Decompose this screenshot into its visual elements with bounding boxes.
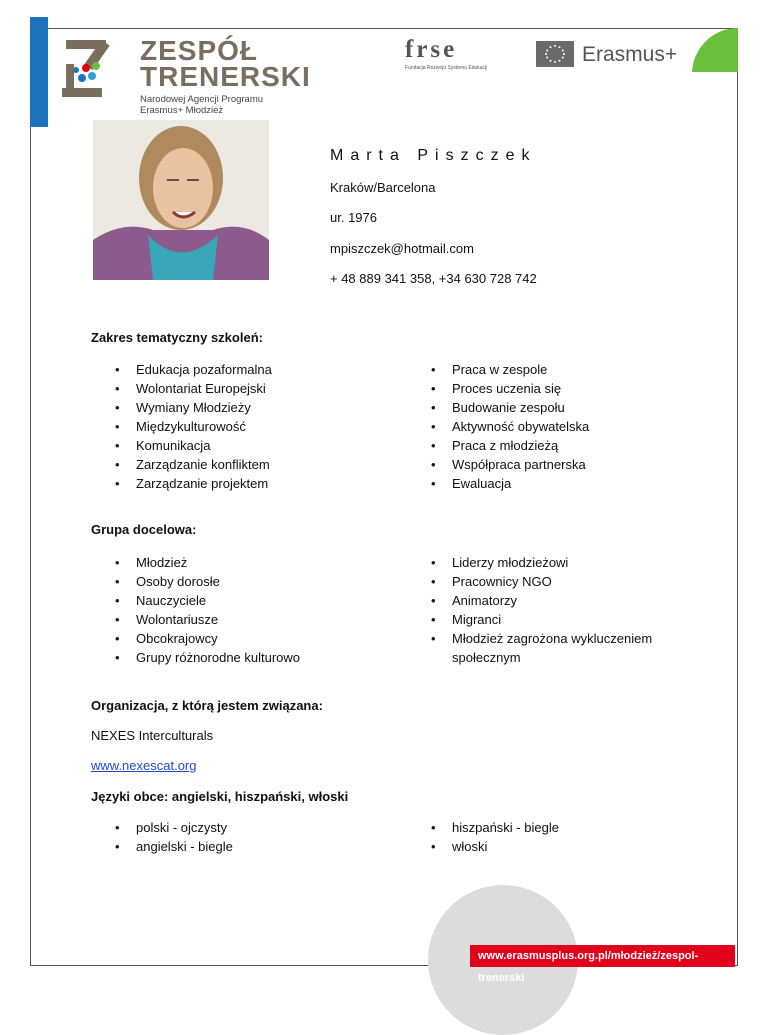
- list-item: • Wymiany Młodzieży: [115, 400, 251, 415]
- subtitle-line: Erasmus+ Młodzież: [140, 105, 224, 116]
- list-item: • Zarządzanie projektem: [115, 476, 269, 491]
- list-item: • Edukacja pozaformalna: [115, 362, 272, 377]
- list-item: • Aktywność obywatelska: [431, 419, 590, 434]
- list-item: • Nauczyciele: [115, 593, 207, 608]
- footer-url-banner[interactable]: www.erasmusplus.org.pl/młodzież/zespol-trenerski: [470, 945, 735, 967]
- topics-list-left: [91, 360, 272, 493]
- list-item: • Migranci: [431, 612, 502, 627]
- list-item: • Obcokrajowcy: [115, 631, 218, 646]
- list-item: • Praca w zespole: [431, 362, 548, 377]
- list-item: • Wolontariat Europejski: [115, 381, 266, 396]
- erasmus-wordmark: Erasmus+: [582, 43, 678, 66]
- zespol-trenerski-mark-icon: [62, 40, 134, 100]
- profile-photo: [93, 120, 269, 280]
- trenerski-word: TRENERSKI: [140, 61, 311, 92]
- list-item: • Ewaluacja: [431, 476, 512, 491]
- person-name: Marta Piszczek: [330, 147, 537, 164]
- list-item: • Proces uczenia się: [431, 381, 562, 396]
- zespol-trenerski-logo: [62, 35, 311, 120]
- list-item: • Współpraca partnerska: [431, 457, 586, 472]
- languages-list-right: [407, 818, 559, 856]
- list-item: • Zarządzanie konfliktem: [115, 457, 270, 472]
- list-item: • Międzykulturowość: [115, 419, 246, 434]
- list-item: • Osoby dorosłe: [115, 574, 220, 589]
- frse-subtitle: Fundacja Rozwoju Systemu Edukacji: [405, 65, 488, 71]
- list-item: • angielski - biegle: [115, 839, 233, 854]
- target-group-heading: Grupa docelowa:: [91, 522, 197, 537]
- list-item: • Komunikacja: [115, 438, 211, 453]
- eu-flag-icon: [536, 41, 574, 67]
- blue-accent-bar: [30, 17, 48, 127]
- person-birth-year: ur. 1976: [330, 210, 377, 225]
- list-item: • polski - ojczysty: [115, 820, 228, 835]
- list-item: • Wolontariusze: [115, 612, 219, 627]
- list-item: • hiszpański - biegle: [431, 820, 559, 835]
- list-item: • Młodzież: [115, 555, 188, 570]
- organization-heading: Organizacja, z którą jestem związana:: [91, 698, 323, 713]
- erasmus-plus-logo: [536, 41, 676, 67]
- frse-logo: [405, 38, 500, 74]
- topics-heading: Zakres tematyczny szkoleń:: [91, 330, 263, 345]
- frse-wordmark: frse: [405, 36, 458, 63]
- subtitle-line: Narodowej Agencji Programu: [140, 94, 264, 105]
- list-item: • Młodzież zagrożona wykluczeniem społecznym: [431, 631, 653, 665]
- list-item: • włoski: [431, 839, 488, 854]
- green-corner-decoration: [692, 28, 738, 72]
- target-list-right: [407, 553, 677, 667]
- list-item: • Grupy różnorodne kulturowo: [115, 650, 301, 665]
- topics-list-right: [407, 360, 589, 493]
- list-item: • Budowanie zespołu: [431, 400, 565, 415]
- languages-heading: Języki obce: angielski, hiszpański, włoski: [91, 789, 349, 804]
- organization-website-link[interactable]: www.nexescat.org: [91, 758, 197, 773]
- zespol-trenerski-subtitle: [140, 94, 263, 116]
- person-city: Kraków/Barcelona: [330, 180, 436, 195]
- list-item: • Animatorzy: [431, 593, 518, 608]
- organization-name: NEXES Interculturals: [91, 728, 214, 743]
- zespol-word: ZESPÓŁ: [140, 35, 259, 66]
- list-item: • Pracownicy NGO: [431, 574, 552, 589]
- person-phone: + 48 889 341 358, +34 630 728 742: [330, 271, 537, 286]
- zespol-trenerski-wordmark: [140, 35, 311, 92]
- target-list-left: [91, 553, 300, 667]
- languages-list-left: [91, 818, 233, 856]
- person-email: mpiszczek@hotmail.com: [330, 241, 474, 256]
- list-item: • Praca z młodzieżą: [431, 438, 559, 453]
- list-item: • Liderzy młodzieżowi: [431, 555, 569, 570]
